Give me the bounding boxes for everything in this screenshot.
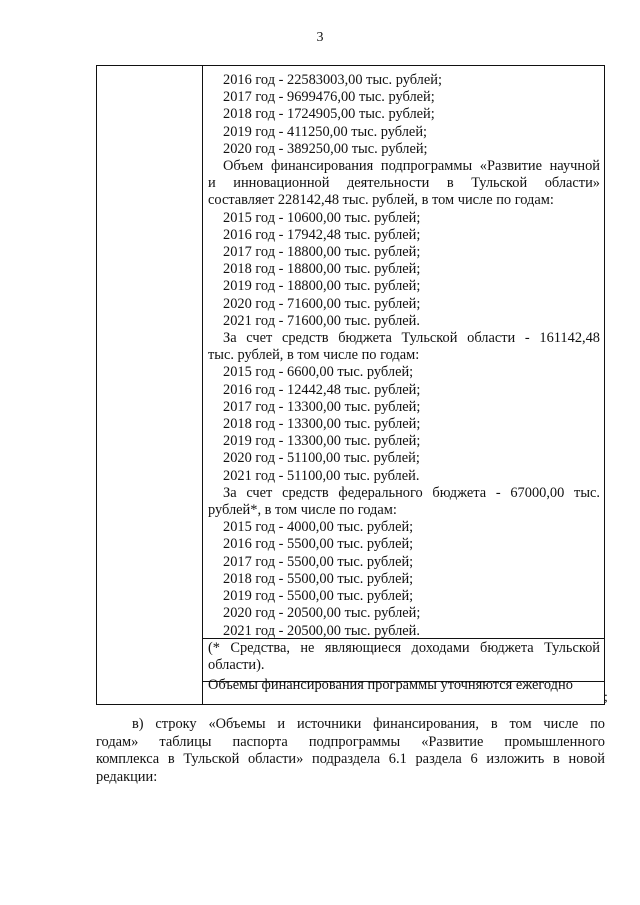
- passport-table: [96, 65, 605, 705]
- text-line: 2019 год - 18800,00 тыс. рублей;: [223, 278, 421, 295]
- text-line: и инновационной деятельности в Тульской области»: [208, 175, 600, 192]
- text-line: в) строку «Объемы и источники финансирования, в том числе по: [132, 716, 605, 732]
- table-column-divider: [202, 66, 203, 704]
- text-line: 2017 год - 9699476,00 тыс. рублей;: [223, 89, 435, 106]
- text-line: 2018 год - 5500,00 тыс. рублей;: [223, 570, 414, 587]
- text-line: 2018 год - 1724905,00 тыс. рублей;: [223, 106, 435, 123]
- text-line: 2017 год - 13300,00 тыс. рублей;: [223, 398, 421, 415]
- text-line: 2016 год - 17942,48 тыс. рублей;: [223, 226, 421, 243]
- text-line: 2021 год - 20500,00 тыс. рублей.: [223, 622, 420, 639]
- closing-semicolon: ;: [604, 690, 608, 705]
- text-line: За счет средств бюджета Тульской области - 161142,48: [223, 330, 600, 347]
- text-line: 2017 год - 18800,00 тыс. рублей;: [223, 244, 421, 261]
- table-content-cell: [208, 72, 600, 694]
- text-line: Объемы финансирования программы уточняются ежегодно: [208, 677, 573, 694]
- text-line: 2015 год - 6600,00 тыс. рублей;: [223, 364, 414, 381]
- text-line: 2021 год - 71600,00 тыс. рублей.: [223, 312, 420, 329]
- text-line: (* Средства, не являющиеся доходами бюджета Тульской: [208, 639, 600, 656]
- text-line: 2018 год - 13300,00 тыс. рублей;: [223, 416, 421, 433]
- text-line: 2020 год - 51100,00 тыс. рублей;: [223, 450, 420, 467]
- text-line: 2016 год - 5500,00 тыс. рублей;: [223, 536, 414, 553]
- text-line: 2016 год - 12442,48 тыс. рублей;: [223, 381, 421, 398]
- text-line: редакции:: [96, 768, 158, 785]
- text-line: За счет средств федерального бюджета - 67000,00 тыс.: [223, 484, 600, 501]
- text-line: 2018 год - 18800,00 тыс. рублей;: [223, 261, 421, 278]
- text-line: рублей*, в том числе по годам:: [208, 502, 397, 519]
- amendment-paragraph: [96, 716, 605, 786]
- text-line: 2015 год - 10600,00 тыс. рублей;: [223, 209, 421, 226]
- text-line: 2015 год - 4000,00 тыс. рублей;: [223, 519, 414, 536]
- text-line: 2020 год - 71600,00 тыс. рублей;: [223, 295, 421, 312]
- text-line: 2020 год - 20500,00 тыс. рублей;: [223, 605, 421, 622]
- text-line: 2016 год - 22583003,00 тыс. рублей;: [223, 72, 442, 88]
- text-line: тыс. рублей, в том числе по годам:: [208, 347, 420, 364]
- text-line: 2020 год - 389250,00 тыс. рублей;: [223, 140, 428, 157]
- text-line: 2017 год - 5500,00 тыс. рублей;: [223, 553, 414, 570]
- text-line: 2019 год - 5500,00 тыс. рублей;: [223, 588, 414, 605]
- text-line: 2019 год - 411250,00 тыс. рублей;: [223, 123, 428, 140]
- text-line: годам» таблицы паспорта подпрограммы «Развитие промышленного: [96, 733, 605, 750]
- page-number: 3: [316, 30, 324, 45]
- text-line: 2021 год - 51100,00 тыс. рублей.: [223, 467, 420, 484]
- text-line: составляет 228142,48 тыс. рублей, в том числе по годам:: [208, 192, 554, 209]
- text-line: комплекса в Тульской области» подраздела 6.1 раздела 6 изложить в новой: [96, 751, 605, 768]
- text-line: Объем финансирования подпрограммы «Развитие научной: [223, 158, 600, 175]
- text-line: 2019 год - 13300,00 тыс. рублей;: [223, 433, 421, 450]
- text-line: области).: [208, 656, 265, 673]
